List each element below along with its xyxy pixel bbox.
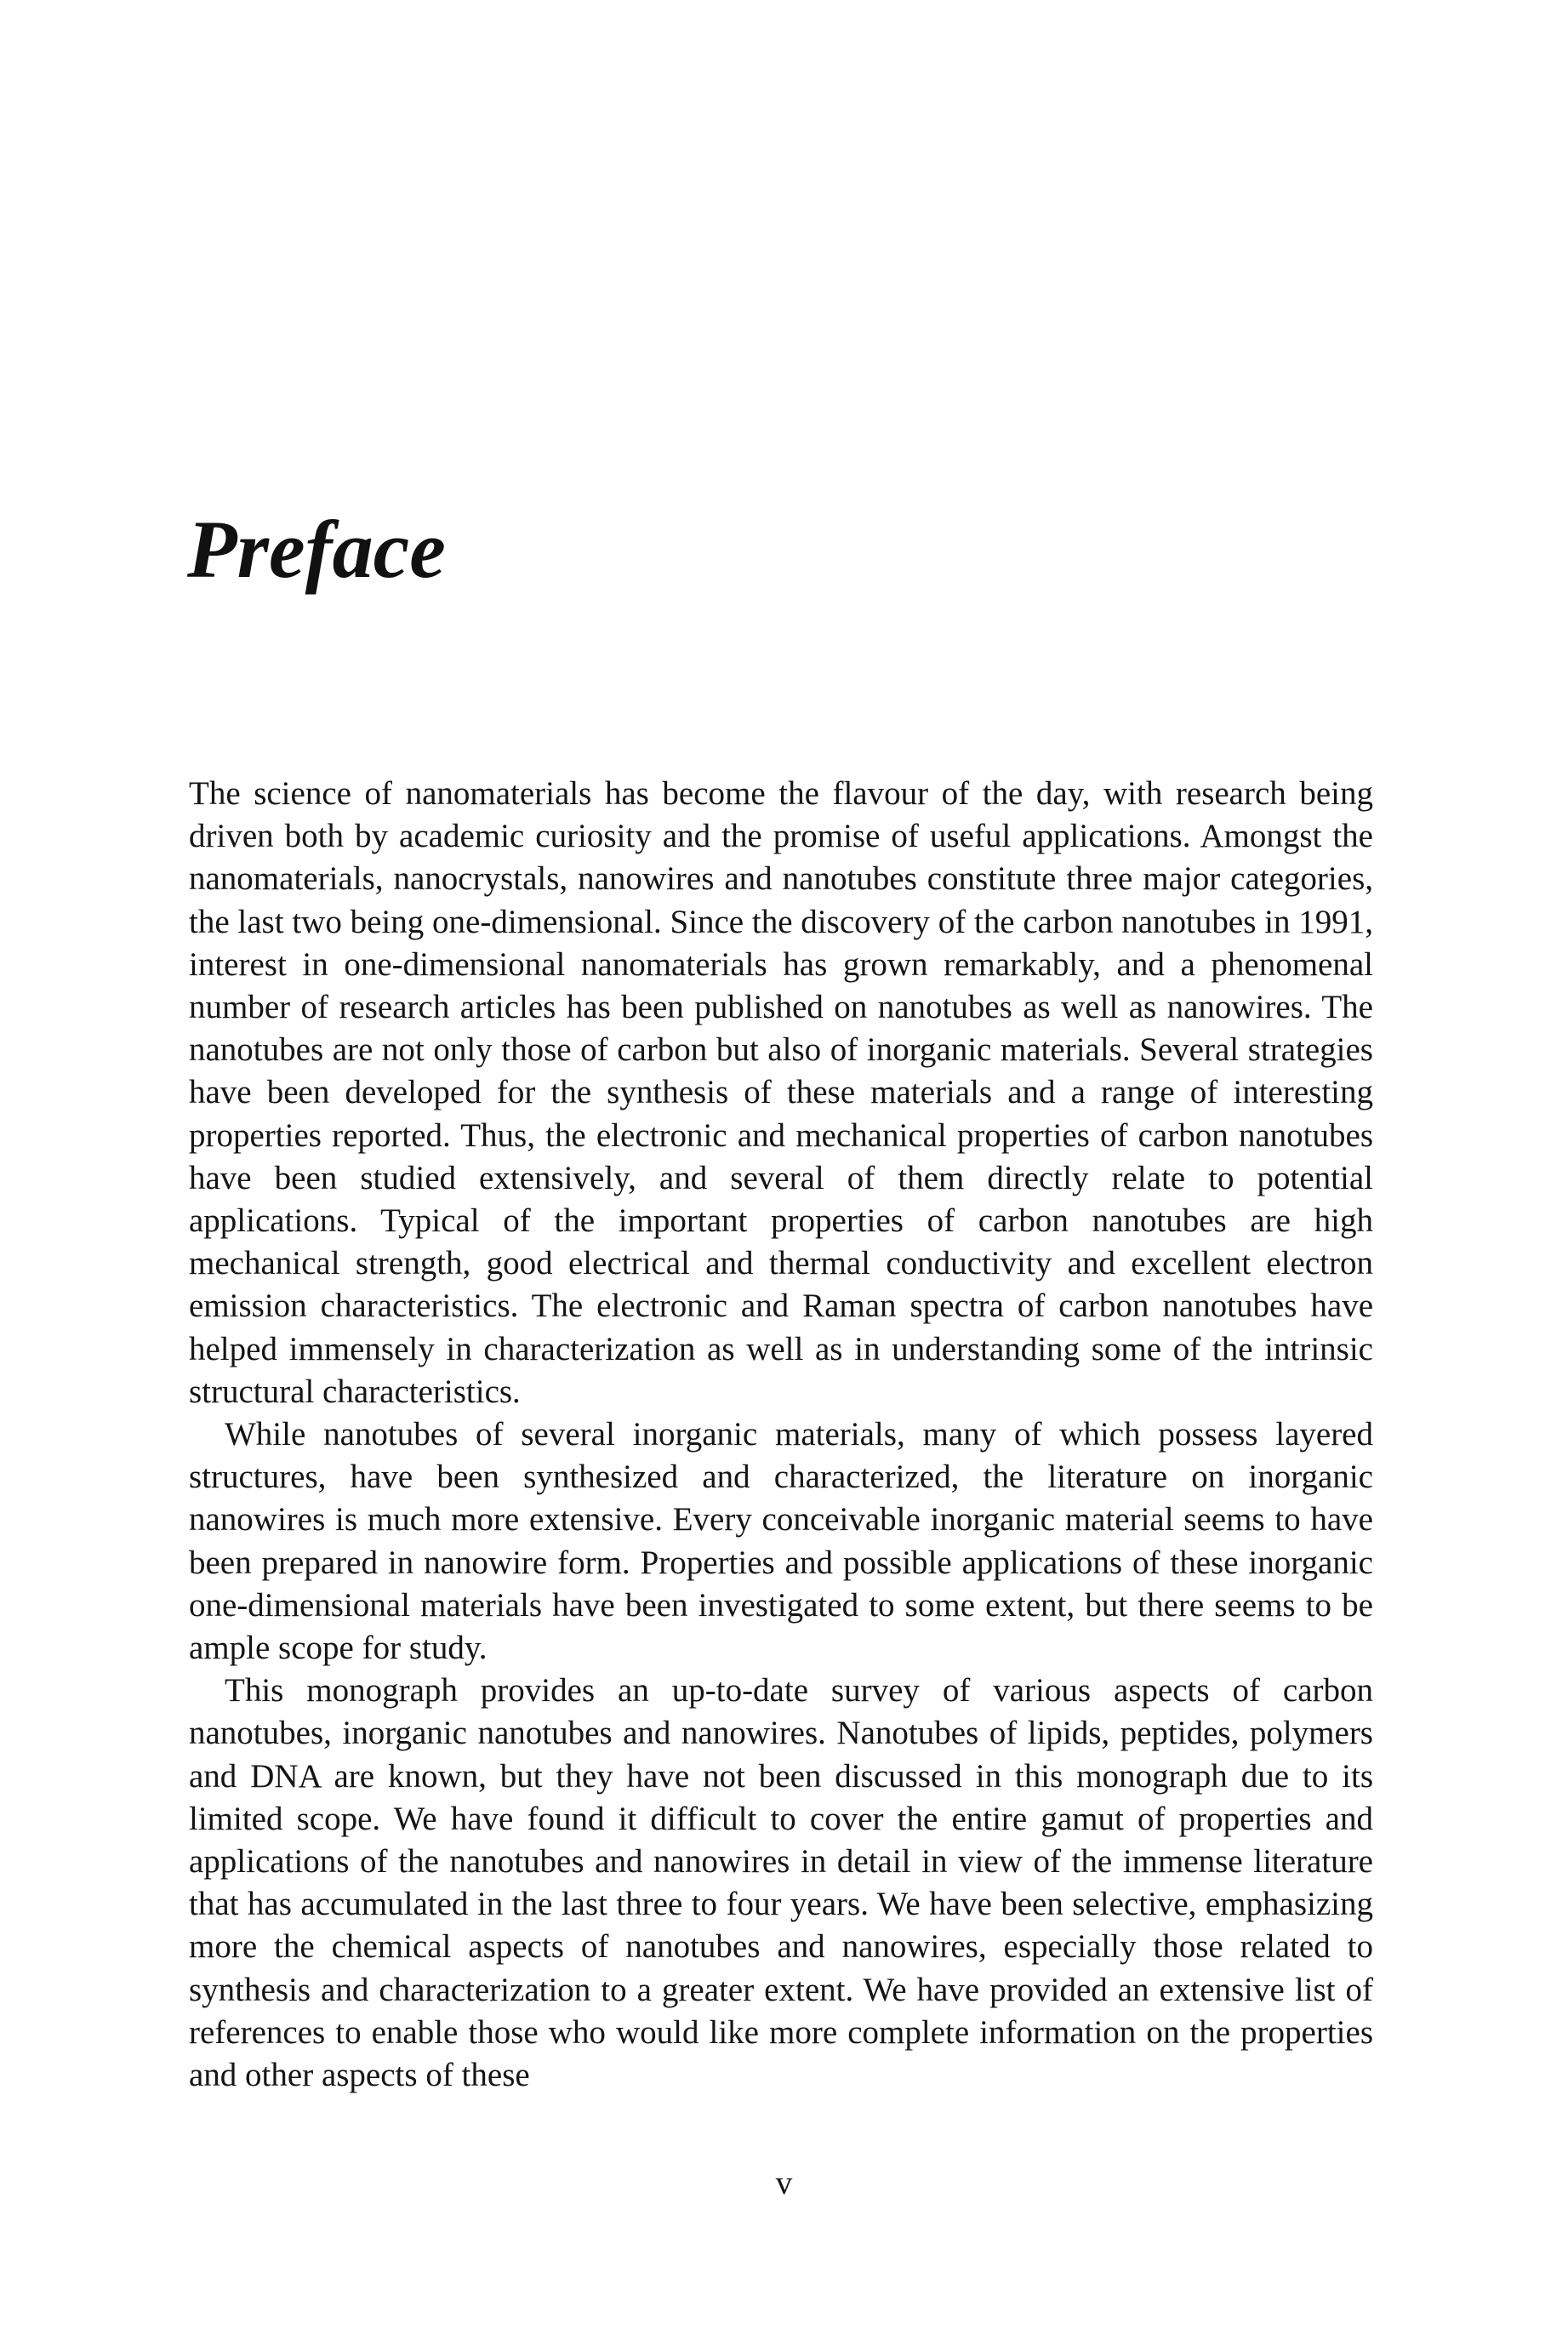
paragraph-1: The science of nanomaterials has become the flavour of the day, with research being driven both by academic curiosity and the promise of useful applications. Amongst the nanomaterials, nanocrystals, nanowires and nanotubes constitute three major categories, the last two being one-dimensional. Since the discovery of the carbon nanotubes in 1991, interest in one-dimensional nanomaterials has grown remarkably, and a phenomenal number of research articles has been published on nanotubes as well as nanowires. The nanotubes are not only those of carbon but also of inorganic materials. Several strategies have been developed for the synthesis of these materials and a range of interesting properties reported. Thus, the electronic and mechanical properties of carbon nanotubes have been studied extensively, and several of them directly relate to potential applications. Typical of the important properties of carbon nanotubes are high mechanical strength, good electrical and thermal conductivity and excellent electron emission characteristics. The electronic and Raman spectra of carbon nanotubes have helped immensely in characterization as well as in understanding some of the intrinsic structural characteristics. [189,775,1373,1410]
paragraph-2: While nanotubes of several inorganic materials, many of which possess layered structures, have been synthesized and characterized, the literature on inorganic nanowires is much more extensive. Every conceivable inorganic material seems to have been prepared in nanowire form. Properties and possible applications of these inorganic one-dimensional materials have been investigated to some extent, but there seems to be ample scope for study. [189,1416,1373,1667]
page-number: v [775,2165,793,2201]
paragraph-3: This monograph provides an up-to-date survey of various aspects of carbon nanotubes, inorganic nanotubes and nanowires. Nanotubes of lipids, peptides, polymers and DNA are known, but they have not been discussed in this monograph due to its limited scope. We have found it difficult to cover the entire gamut of properties and applications of the nanotubes and nanowires in detail in view of the immense literature that has accumulated in the last three to four years. We have been selective, emphasizing more the chemical aspects of nanotubes and nanowires, especially those related to synthesis and characterization to a greater extent. We have provided an extensive list of references to enable those who would like more complete information on the properties and other aspects of these [189,1672,1373,2094]
preface-body [189,773,1373,2097]
page-title: Preface [187,504,446,595]
